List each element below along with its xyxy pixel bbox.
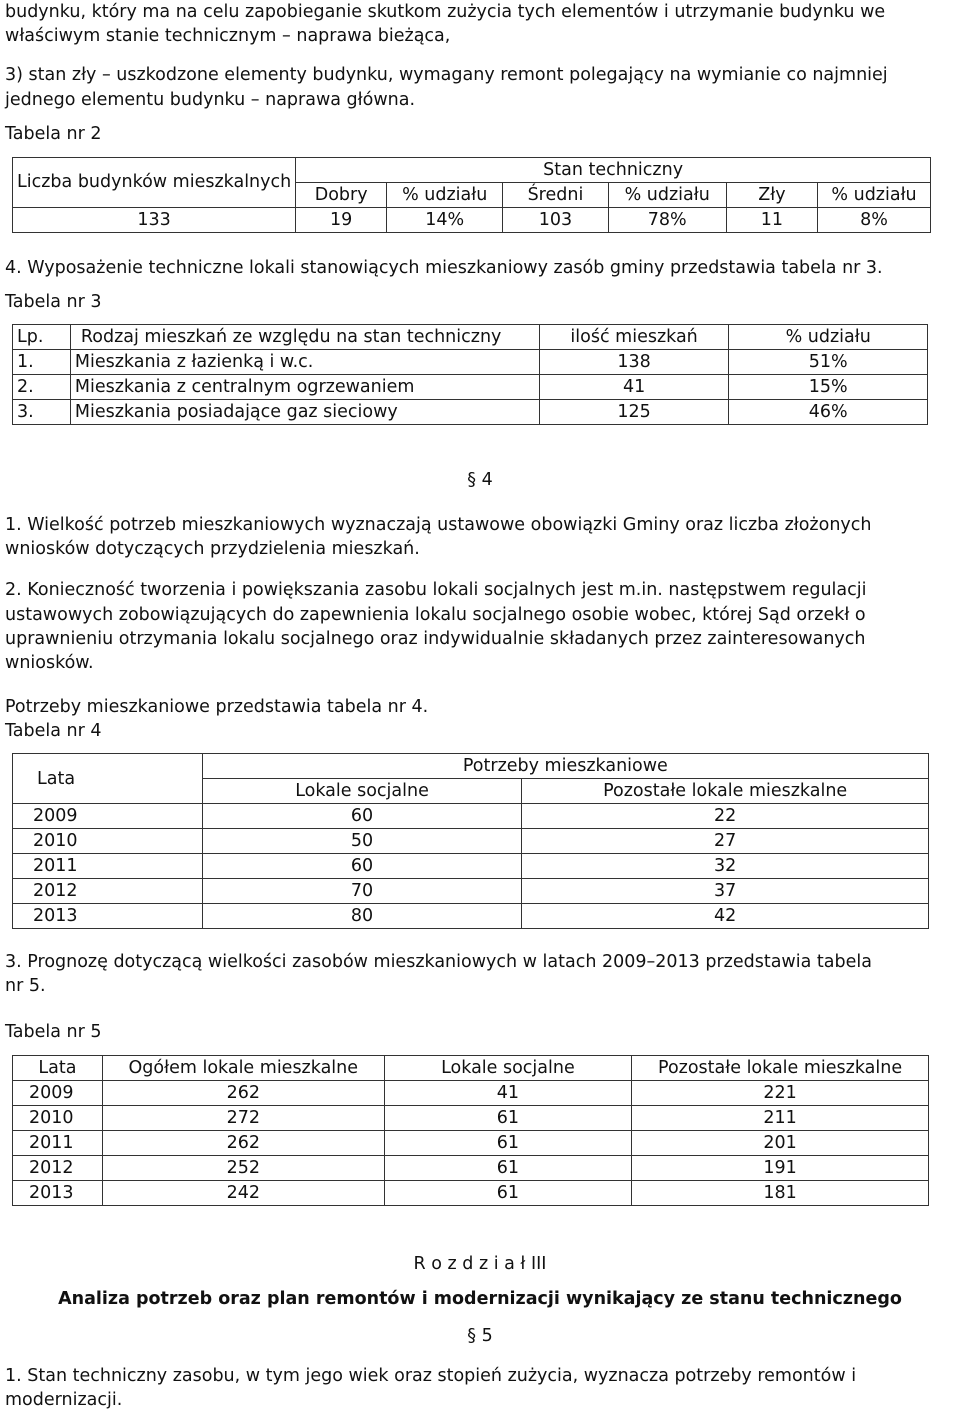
table3-caption: Tabela nr 3 (5, 292, 102, 312)
paragraph-line: nr 5. (5, 976, 46, 996)
table-cell: 2009 (13, 804, 203, 829)
table-cell: Mieszkania posiadające gaz sieciowy (70, 400, 539, 425)
table5-header: Ogółem lokale mieszkalne (102, 1056, 384, 1081)
table-row (13, 1131, 929, 1156)
table2-subheader: Zły (726, 183, 817, 208)
table-cell: 19 (296, 208, 387, 233)
table-cell: 60 (202, 804, 522, 829)
table-cell: 138 (539, 350, 729, 375)
table-cell: 61 (384, 1156, 632, 1181)
paragraph-line: 2. Konieczność tworzenia i powiększania zasobu lokali socjalnych jest m.in. następstwem regulacji (5, 580, 867, 600)
chapter-subtitle: Analiza potrzeb oraz plan remontów i modernizacji wynikający ze stanu technicznego (58, 1289, 902, 1309)
table-cell: 22 (522, 804, 929, 829)
table-cell: 42 (522, 904, 929, 929)
table-cell: Mieszkania z łazienką i w.c. (70, 350, 539, 375)
paragraph-line: Potrzeby mieszkaniowe przedstawia tabela nr 4. (5, 697, 429, 717)
table4 (12, 753, 929, 929)
paragraph-line: 3. Prognozę dotyczącą wielkości zasobów mieszkaniowych w latach 2009–2013 przedstawia tabela (5, 952, 872, 972)
table-cell: 133 (13, 208, 296, 233)
table-cell: 14% (387, 208, 503, 233)
table2-header-state: Stan techniczny (296, 158, 931, 183)
table-cell: 11 (726, 208, 817, 233)
paragraph-line: ustawowych zobowiązujących do zapewnienia lokalu socjalnego osobie wobec, której Sąd orzekł o (5, 605, 866, 625)
table-cell: 51% (729, 350, 928, 375)
section-heading: § 5 (467, 1326, 493, 1346)
table-cell: 50 (202, 829, 522, 854)
table3-header: ilość mieszkań (539, 325, 729, 350)
paragraph-line: budynku, który ma na celu zapobieganie skutkom zużycia tych elementów i utrzymanie budynku we (5, 2, 886, 22)
table-cell: 15% (729, 375, 928, 400)
table-cell: 2011 (13, 854, 203, 879)
table-cell: 2012 (13, 1156, 103, 1181)
table-row (13, 1106, 929, 1131)
table-header-row (13, 1056, 929, 1081)
table-cell: 252 (102, 1156, 384, 1181)
paragraph-line: 1. Wielkość potrzeb mieszkaniowych wyznaczają ustawowe obowiązki Gminy oraz liczba złożonych (5, 515, 872, 535)
table3 (12, 324, 928, 425)
table-row (13, 879, 929, 904)
table3-header: Lp. (13, 325, 71, 350)
table-cell: 80 (202, 904, 522, 929)
table-row (13, 829, 929, 854)
table2-subheader: % udziału (387, 183, 503, 208)
table4-header-year: Lata (13, 754, 203, 804)
table2 (12, 157, 931, 233)
table-cell: 78% (608, 208, 726, 233)
table-cell: 2013 (13, 904, 203, 929)
table3-header: Rodzaj mieszkań ze względu na stan techniczny (70, 325, 539, 350)
table-cell: 41 (384, 1081, 632, 1106)
table-cell: 2013 (13, 1181, 103, 1206)
paragraph-line: modernizacji. (5, 1390, 123, 1410)
table-cell: 2010 (13, 1106, 103, 1131)
table-cell: 3. (13, 400, 71, 425)
table-cell: 103 (503, 208, 608, 233)
table5-header: Pozostałe lokale mieszkalne (632, 1056, 929, 1081)
table-row (13, 350, 928, 375)
table-header-row (13, 325, 928, 350)
table5-caption: Tabela nr 5 (5, 1022, 102, 1042)
table-cell: 37 (522, 879, 929, 904)
table2-caption: Tabela nr 2 (5, 124, 102, 144)
table-cell: 125 (539, 400, 729, 425)
table-cell: 61 (384, 1131, 632, 1156)
table2-subheader: Dobry (296, 183, 387, 208)
table-cell: 70 (202, 879, 522, 904)
table2-subheader: % udziału (608, 183, 726, 208)
table-cell: 27 (522, 829, 929, 854)
paragraph-line: 1. Stan techniczny zasobu, w tym jego wiek oraz stopień zużycia, wyznacza potrzeby remontów i (5, 1366, 857, 1386)
table-cell: 201 (632, 1131, 929, 1156)
table-row (13, 804, 929, 829)
table5-header: Lokale socjalne (384, 1056, 632, 1081)
paragraph-line: uprawnieniu otrzymania lokalu socjalnego oraz indywidualnie składanych przez zainteresowanych (5, 629, 866, 649)
section-heading: § 4 (467, 470, 493, 490)
table-cell: 2009 (13, 1081, 103, 1106)
table-cell: Mieszkania z centralnym ogrzewaniem (70, 375, 539, 400)
table-cell: 2012 (13, 879, 203, 904)
table-row (13, 1181, 929, 1206)
table-cell: 61 (384, 1106, 632, 1131)
table2-subheader: % udziału (818, 183, 931, 208)
table4-caption: Tabela nr 4 (5, 721, 102, 741)
table-cell: 262 (102, 1131, 384, 1156)
table-cell: 2010 (13, 829, 203, 854)
table-row (13, 904, 929, 929)
paragraph-line: 3) stan zły – uszkodzone elementy budynku, wymagany remont polegający na wymianie co najmniej (5, 65, 888, 85)
table-cell: 60 (202, 854, 522, 879)
table-cell: 2. (13, 375, 71, 400)
table-cell: 41 (539, 375, 729, 400)
paragraph-line: 4. Wyposażenie techniczne lokali stanowiących mieszkaniowy zasób gminy przedstawia tabela nr 3. (5, 258, 883, 278)
table5-header: Lata (13, 1056, 103, 1081)
table-cell: 262 (102, 1081, 384, 1106)
paragraph-line: jednego elementu budynku – naprawa główna. (5, 90, 416, 110)
table-cell: 1. (13, 350, 71, 375)
table-cell: 2011 (13, 1131, 103, 1156)
table-cell: 32 (522, 854, 929, 879)
table-row (13, 375, 928, 400)
table-cell: 272 (102, 1106, 384, 1131)
table4-subheader: Pozostałe lokale mieszkalne (522, 779, 929, 804)
table-cell: 191 (632, 1156, 929, 1181)
table4-subheader: Lokale socjalne (202, 779, 522, 804)
table-row (13, 1081, 929, 1106)
table-cell: 211 (632, 1106, 929, 1131)
table4-header-group: Potrzeby mieszkaniowe (202, 754, 928, 779)
chapter-title: R o z d z i a ł III (413, 1254, 547, 1274)
table5 (12, 1055, 929, 1206)
table3-header: % udziału (729, 325, 928, 350)
table-cell: 221 (632, 1081, 929, 1106)
table2-header-count: Liczba budynków mieszkalnych (13, 158, 296, 208)
table-row (13, 400, 928, 425)
table2-subheader: Średni (503, 183, 608, 208)
table-row (13, 1156, 929, 1181)
table-row (13, 854, 929, 879)
paragraph-line: wniosków. (5, 653, 94, 673)
table-row (13, 208, 931, 233)
paragraph-line: wniosków dotyczących przydzielenia mieszkań. (5, 539, 420, 559)
table-cell: 242 (102, 1181, 384, 1206)
table-cell: 61 (384, 1181, 632, 1206)
paragraph-line: właściwym stanie technicznym – naprawa bieżąca, (5, 26, 451, 46)
table-cell: 46% (729, 400, 928, 425)
table-cell: 181 (632, 1181, 929, 1206)
table-cell: 8% (818, 208, 931, 233)
